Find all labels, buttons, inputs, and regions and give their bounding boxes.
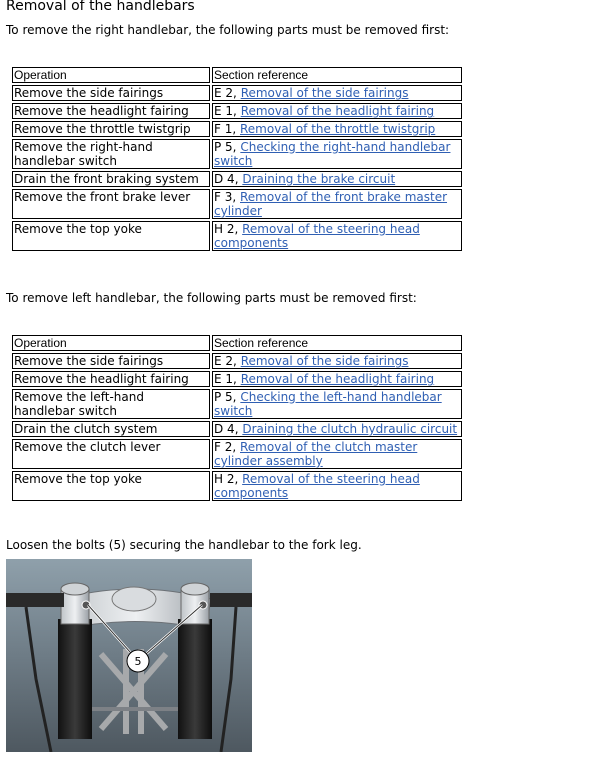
table-row — [12, 353, 462, 369]
table-header-row — [12, 67, 462, 83]
page-title: Removal of the handlebars — [6, 0, 195, 14]
operation-cell: Remove the top yoke — [12, 221, 210, 251]
table-row — [12, 221, 462, 251]
reference-cell — [212, 221, 462, 251]
left-handlebar-table — [10, 333, 464, 503]
operation-cell: Drain the front braking system — [12, 171, 210, 187]
header-operation: Operation — [12, 335, 210, 351]
table-row — [12, 389, 462, 419]
table-row — [12, 421, 462, 437]
reference-link[interactable]: Checking the right-hand handlebar switch — [214, 140, 451, 168]
table-row — [12, 471, 462, 501]
table-row — [12, 171, 462, 187]
callout-number: 5 — [134, 655, 142, 668]
header-operation: Operation — [12, 67, 210, 83]
header-reference: Section reference — [212, 335, 462, 351]
reference-link[interactable]: Removal of the headlight fairing — [240, 104, 435, 118]
table-row — [12, 189, 462, 219]
operation-cell: Remove the throttle twistgrip — [12, 121, 210, 137]
reference-code: D 4, — [214, 422, 239, 436]
reference-code: F 3, — [214, 190, 237, 204]
reference-cell — [212, 189, 462, 219]
reference-code: H 2, — [214, 222, 239, 236]
reference-code: H 2, — [214, 472, 239, 486]
reference-cell — [212, 389, 462, 419]
table-row — [12, 121, 462, 137]
reference-link[interactable]: Removal of the side fairings — [240, 354, 409, 368]
table-row — [12, 371, 462, 387]
operation-cell: Remove the right-hand handlebar switch — [12, 139, 210, 169]
reference-cell — [212, 139, 462, 169]
table-header-row — [12, 335, 462, 351]
table-row — [12, 103, 462, 119]
operation-cell: Remove the side fairings — [12, 353, 210, 369]
reference-link[interactable]: Draining the clutch hydraulic circuit — [242, 422, 458, 436]
operation-cell: Remove the top yoke — [12, 471, 210, 501]
reference-link[interactable]: Removal of the steering head components — [214, 222, 420, 250]
reference-code: E 1, — [214, 372, 237, 386]
operation-cell: Drain the clutch system — [12, 421, 210, 437]
reference-link[interactable]: Removal of the clutch master cylinder assembly — [214, 440, 418, 468]
reference-cell — [212, 171, 462, 187]
operation-cell: Remove the headlight fairing — [12, 103, 210, 119]
reference-cell — [212, 85, 462, 101]
operation-cell: Remove the left-hand handlebar switch — [12, 389, 210, 419]
reference-code: P 5, — [214, 390, 237, 404]
header-reference: Section reference — [212, 67, 462, 83]
intro-left-text: To remove left handlebar, the following parts must be removed first: — [6, 291, 417, 305]
reference-link[interactable]: Removal of the headlight fairing — [240, 372, 435, 386]
reference-cell — [212, 103, 462, 119]
reference-code: E 2, — [214, 354, 237, 368]
reference-link[interactable]: Removal of the front brake master cylinder — [214, 190, 448, 218]
reference-code: F 1, — [214, 122, 237, 136]
reference-cell — [212, 439, 462, 469]
reference-code: E 1, — [214, 104, 237, 118]
operation-cell: Remove the front brake lever — [12, 189, 210, 219]
intro-right-text: To remove the right handlebar, the following parts must be removed first: — [6, 23, 450, 37]
reference-cell — [212, 471, 462, 501]
reference-code: P 5, — [214, 140, 237, 154]
table-row — [12, 439, 462, 469]
reference-link[interactable]: Removal of the throttle twistgrip — [240, 122, 436, 136]
reference-cell — [212, 121, 462, 137]
right-handlebar-table — [10, 65, 464, 253]
table-row — [12, 85, 462, 101]
table-row — [12, 139, 462, 169]
operation-cell: Remove the clutch lever — [12, 439, 210, 469]
reference-link[interactable]: Checking the left-hand handlebar switch — [214, 390, 442, 418]
operation-cell: Remove the headlight fairing — [12, 371, 210, 387]
reference-cell — [212, 353, 462, 369]
reference-cell — [212, 421, 462, 437]
handlebar-photo-illustration — [6, 559, 252, 752]
reference-code: D 4, — [214, 172, 239, 186]
reference-link[interactable]: Removal of the side fairings — [240, 86, 409, 100]
loosen-bolts-text: Loosen the bolts (5) securing the handlebar to the fork leg. — [6, 538, 362, 552]
reference-code: F 2, — [214, 440, 237, 454]
reference-cell — [212, 371, 462, 387]
handlebar-photo — [6, 559, 252, 752]
reference-link[interactable]: Draining the brake circuit — [242, 172, 396, 186]
operation-cell: Remove the side fairings — [12, 85, 210, 101]
reference-code: E 2, — [214, 86, 237, 100]
reference-link[interactable]: Removal of the steering head components — [214, 472, 420, 500]
